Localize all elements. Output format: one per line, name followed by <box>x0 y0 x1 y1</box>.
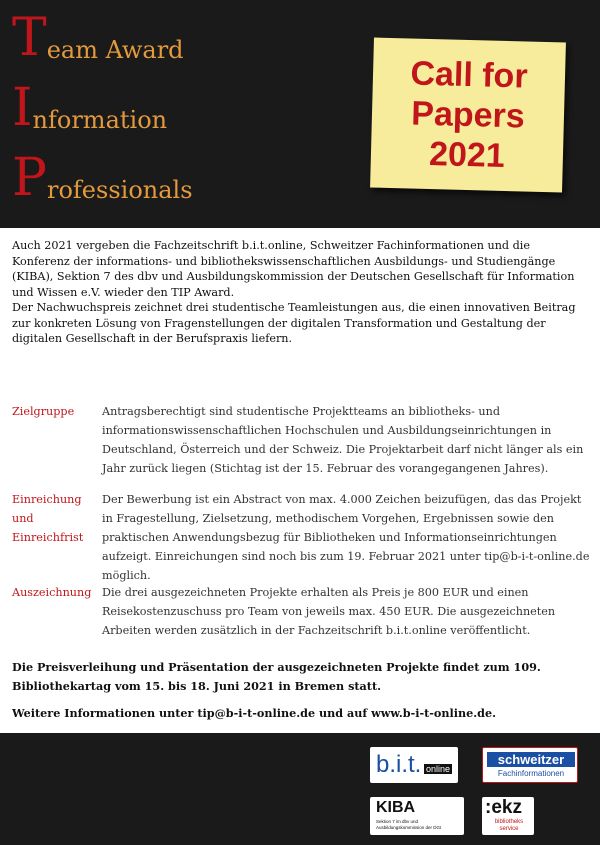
bit-logo-sub: online <box>426 764 451 774</box>
kiba-logo-main: KIBA <box>376 799 416 816</box>
kiba-logo-sub: Sektion 7 im dbv und Ausbildungskommission der DGI <box>376 819 442 830</box>
bit-online-logo <box>370 747 458 783</box>
intro-paragraph-2: Der Nachwuchspreis zeichnet drei studentische Teamleistungen aus, die einen innovativen Beitrag zur konkreten Lösung von Fragenstellungen der digitalen Transformation und Gestaltung der digitalen Gesellschaft in der Berufspraxis liefern. <box>12 301 576 345</box>
title-initial-p: P <box>12 148 47 208</box>
ekz-logo <box>482 797 534 835</box>
kiba-logo <box>370 797 464 835</box>
title-initial-i: I <box>12 78 33 138</box>
title-line-team-award <box>12 8 184 68</box>
schweitzer-logo-sub: Fachinformationen <box>497 769 565 778</box>
section-label-einreichung: Einreichung und Einreichfrist <box>12 493 84 544</box>
closing-paragraph-info: Weitere Informationen unter tip@b-i-t-online.de und auf www.b-i-t-online.de. <box>12 706 496 720</box>
section-text-einreichung: Der Bewerbung ist ein Abstract von max. 4.000 Zeichen beizufügen, das das Projekt in Fragestellung, Zielsetzung, methodischem Vorgehen, Ergebnissen sowie den praktischen Anwendungsbezug für Bibliotheken und Informationseinrichtungen aufzeigt. Einreichungen sind noch bis zum 19. Februar 2021 unter tip@b-i-t-online.de möglich. <box>102 493 590 582</box>
ekz-logo-main: :ekz <box>485 797 522 818</box>
intro-text <box>12 238 590 347</box>
header-banner <box>0 0 600 228</box>
bit-logo-main: b.i.t. <box>376 751 422 778</box>
title-rest-information: nformation <box>32 106 168 134</box>
title-rest-team-award: eam Award <box>46 36 184 64</box>
footer-banner <box>0 733 600 845</box>
note-line-papers: Papers <box>410 94 526 136</box>
title-rest-professionals: rofessionals <box>47 176 193 204</box>
call-for-papers-note <box>370 38 566 193</box>
note-line-year: 2021 <box>428 135 506 175</box>
title-line-professionals <box>12 148 193 208</box>
schweitzer-logo <box>482 747 578 783</box>
ekz-logo-sub: bibliotheks service <box>494 819 524 832</box>
section-text-auszeichnung: Die drei ausgezeichneten Projekte erhalten als Preis je 800 EUR und einen Reisekostenzuschuss pro Team von jeweils max. 450 EUR. Die ausgezeichneten Arbeiten werden zusätzlich in der Fachzeitschrift b.i.t.online veröffentlicht. <box>102 586 556 637</box>
intro-paragraph-1: Auch 2021 vergeben die Fachzeitschrift b.i.t.online, Schweitzer Fachinformationen und die Konferenz der informations- und bibliothekswissenschaftlichen Ausbildungs- und Studiengänge (KIBA), Sektion 7 des dbv und Ausbildungskommission der Deutschen Gesellschaft für Information und Wissen e.V. wieder den TIP Award. <box>12 239 575 299</box>
section-text-zielgruppe: Antragsberechtigt sind studentische Projektteams an bibliotheks- und informationswissenschaftlichen Hochschulen und Ausbildungseinrichtungen in Deutschland, Österreich und der Schweiz. Die Projektarbeit darf nicht länger als ein Jahr zurück liegen (Stichtag ist der 15. Februar des vorangegangenen Jahres). <box>102 405 584 475</box>
section-label-auszeichnung: Auszeichnung <box>12 586 92 599</box>
closing-paragraph-event: Die Preisverleihung und Präsentation der ausgezeichneten Projekte findet zum 109. Bibliothekartag vom 15. bis 18. Juni 2021 in Bremen statt. <box>12 660 541 693</box>
section-label-zielgruppe: Zielgruppe <box>12 405 75 418</box>
closing-text <box>12 658 590 723</box>
title-initial-t: T <box>12 8 47 68</box>
schweitzer-logo-main: schweitzer <box>487 752 575 767</box>
note-line-call-for: Call for <box>410 54 529 96</box>
title-line-information <box>12 78 168 138</box>
